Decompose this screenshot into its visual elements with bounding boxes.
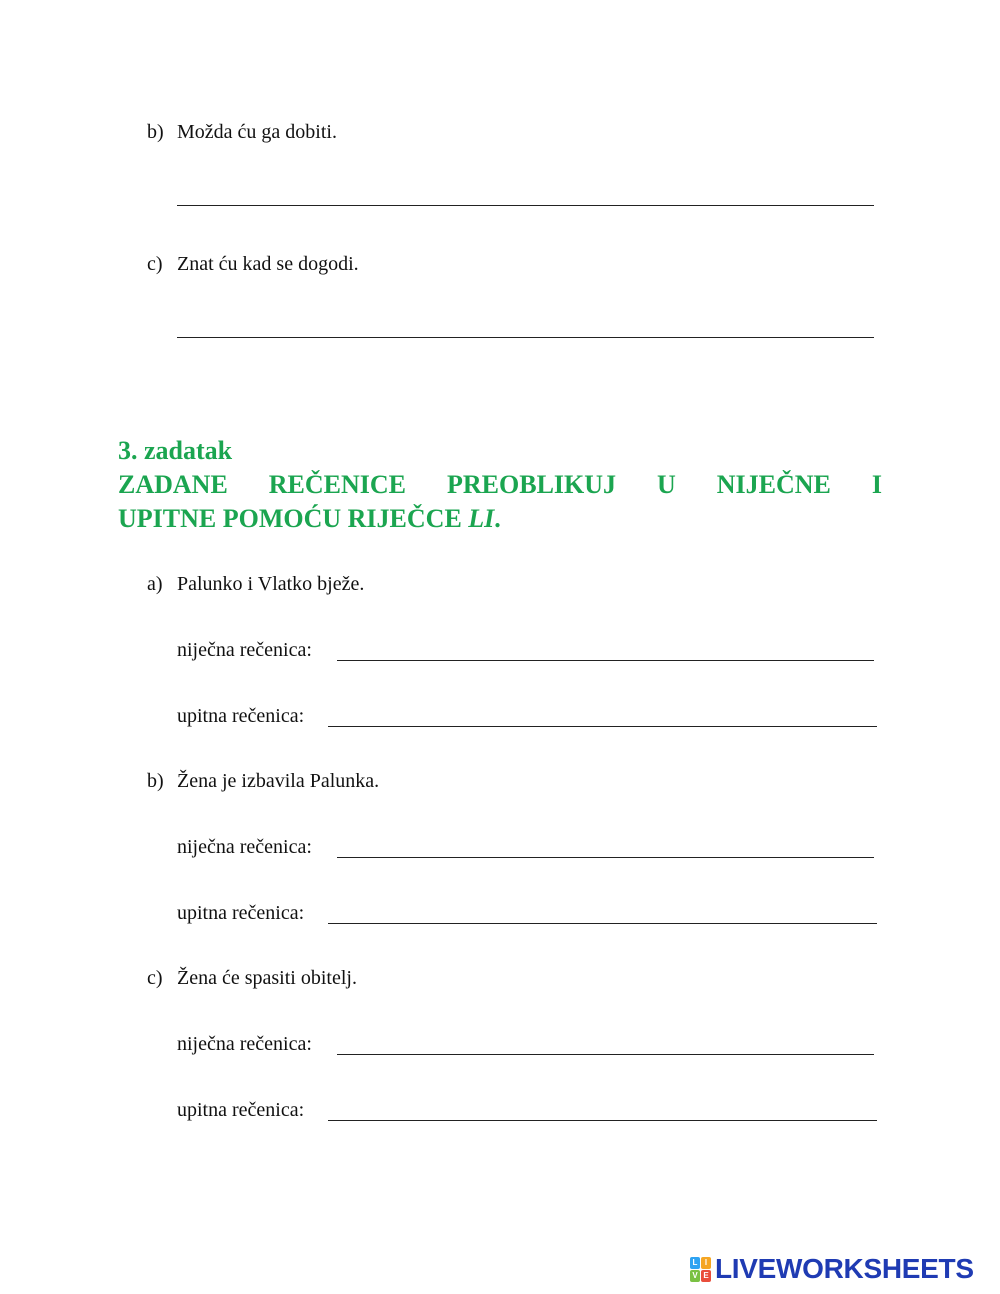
liveworksheets-logo-icon: L I V E — [690, 1257, 711, 1282]
task3-item-b — [147, 769, 379, 793]
question-input-a[interactable] — [328, 701, 881, 729]
question-sentence-label: upitna rečenica: — [177, 1099, 305, 1121]
instruction-text: UPITNE POMOĆU RIJEČCE — [118, 504, 469, 533]
negative-sentence-label: niječna rečenica: — [177, 1033, 312, 1055]
item-marker: b) — [147, 121, 164, 143]
task3-item-c — [147, 966, 357, 990]
liveworksheets-logo — [690, 1252, 974, 1286]
sentence-text: Žena je izbavila Palunka. — [177, 770, 380, 792]
task-instruction-line2 — [118, 502, 501, 536]
sentence-text: Palunko i Vlatko bježe. — [177, 573, 365, 595]
question-sentence-label: upitna rečenica: — [177, 705, 305, 727]
answer-input-item-b[interactable] — [177, 180, 878, 208]
task3-item-a — [147, 572, 364, 596]
negative-sentence-label: niječna rečenica: — [177, 836, 312, 858]
question-sentence-label: upitna rečenica: — [177, 902, 305, 924]
task-title: 3. zadatak — [118, 436, 233, 465]
item-marker: c) — [147, 967, 163, 989]
question-input-c[interactable] — [328, 1095, 881, 1123]
logo-text: LIVEWORKSHEETS — [715, 1253, 974, 1284]
item-b-sentence — [147, 120, 337, 144]
negative-sentence-label: niječna rečenica: — [177, 639, 312, 661]
item-marker: a) — [147, 573, 163, 595]
negative-input-a[interactable] — [337, 635, 878, 663]
item-c-sentence — [147, 252, 359, 276]
sentence-text: Žena će spasiti obitelj. — [177, 967, 357, 989]
negative-input-c[interactable] — [337, 1029, 878, 1057]
answer-input-item-c[interactable] — [177, 312, 878, 340]
item-marker: c) — [147, 253, 163, 275]
question-input-b[interactable] — [328, 898, 881, 926]
sentence-text: Možda ću ga dobiti. — [177, 121, 337, 143]
sentence-text: Znat ću kad se dogodi. — [177, 253, 359, 275]
instruction-period: . — [494, 504, 501, 533]
negative-input-b[interactable] — [337, 832, 878, 860]
task-instruction-line1: ZADANE REČENICE PREOBLIKUJ U NIJEČNE I — [118, 470, 882, 499]
item-marker: b) — [147, 770, 164, 792]
instruction-emphasis: LI — [468, 504, 495, 533]
